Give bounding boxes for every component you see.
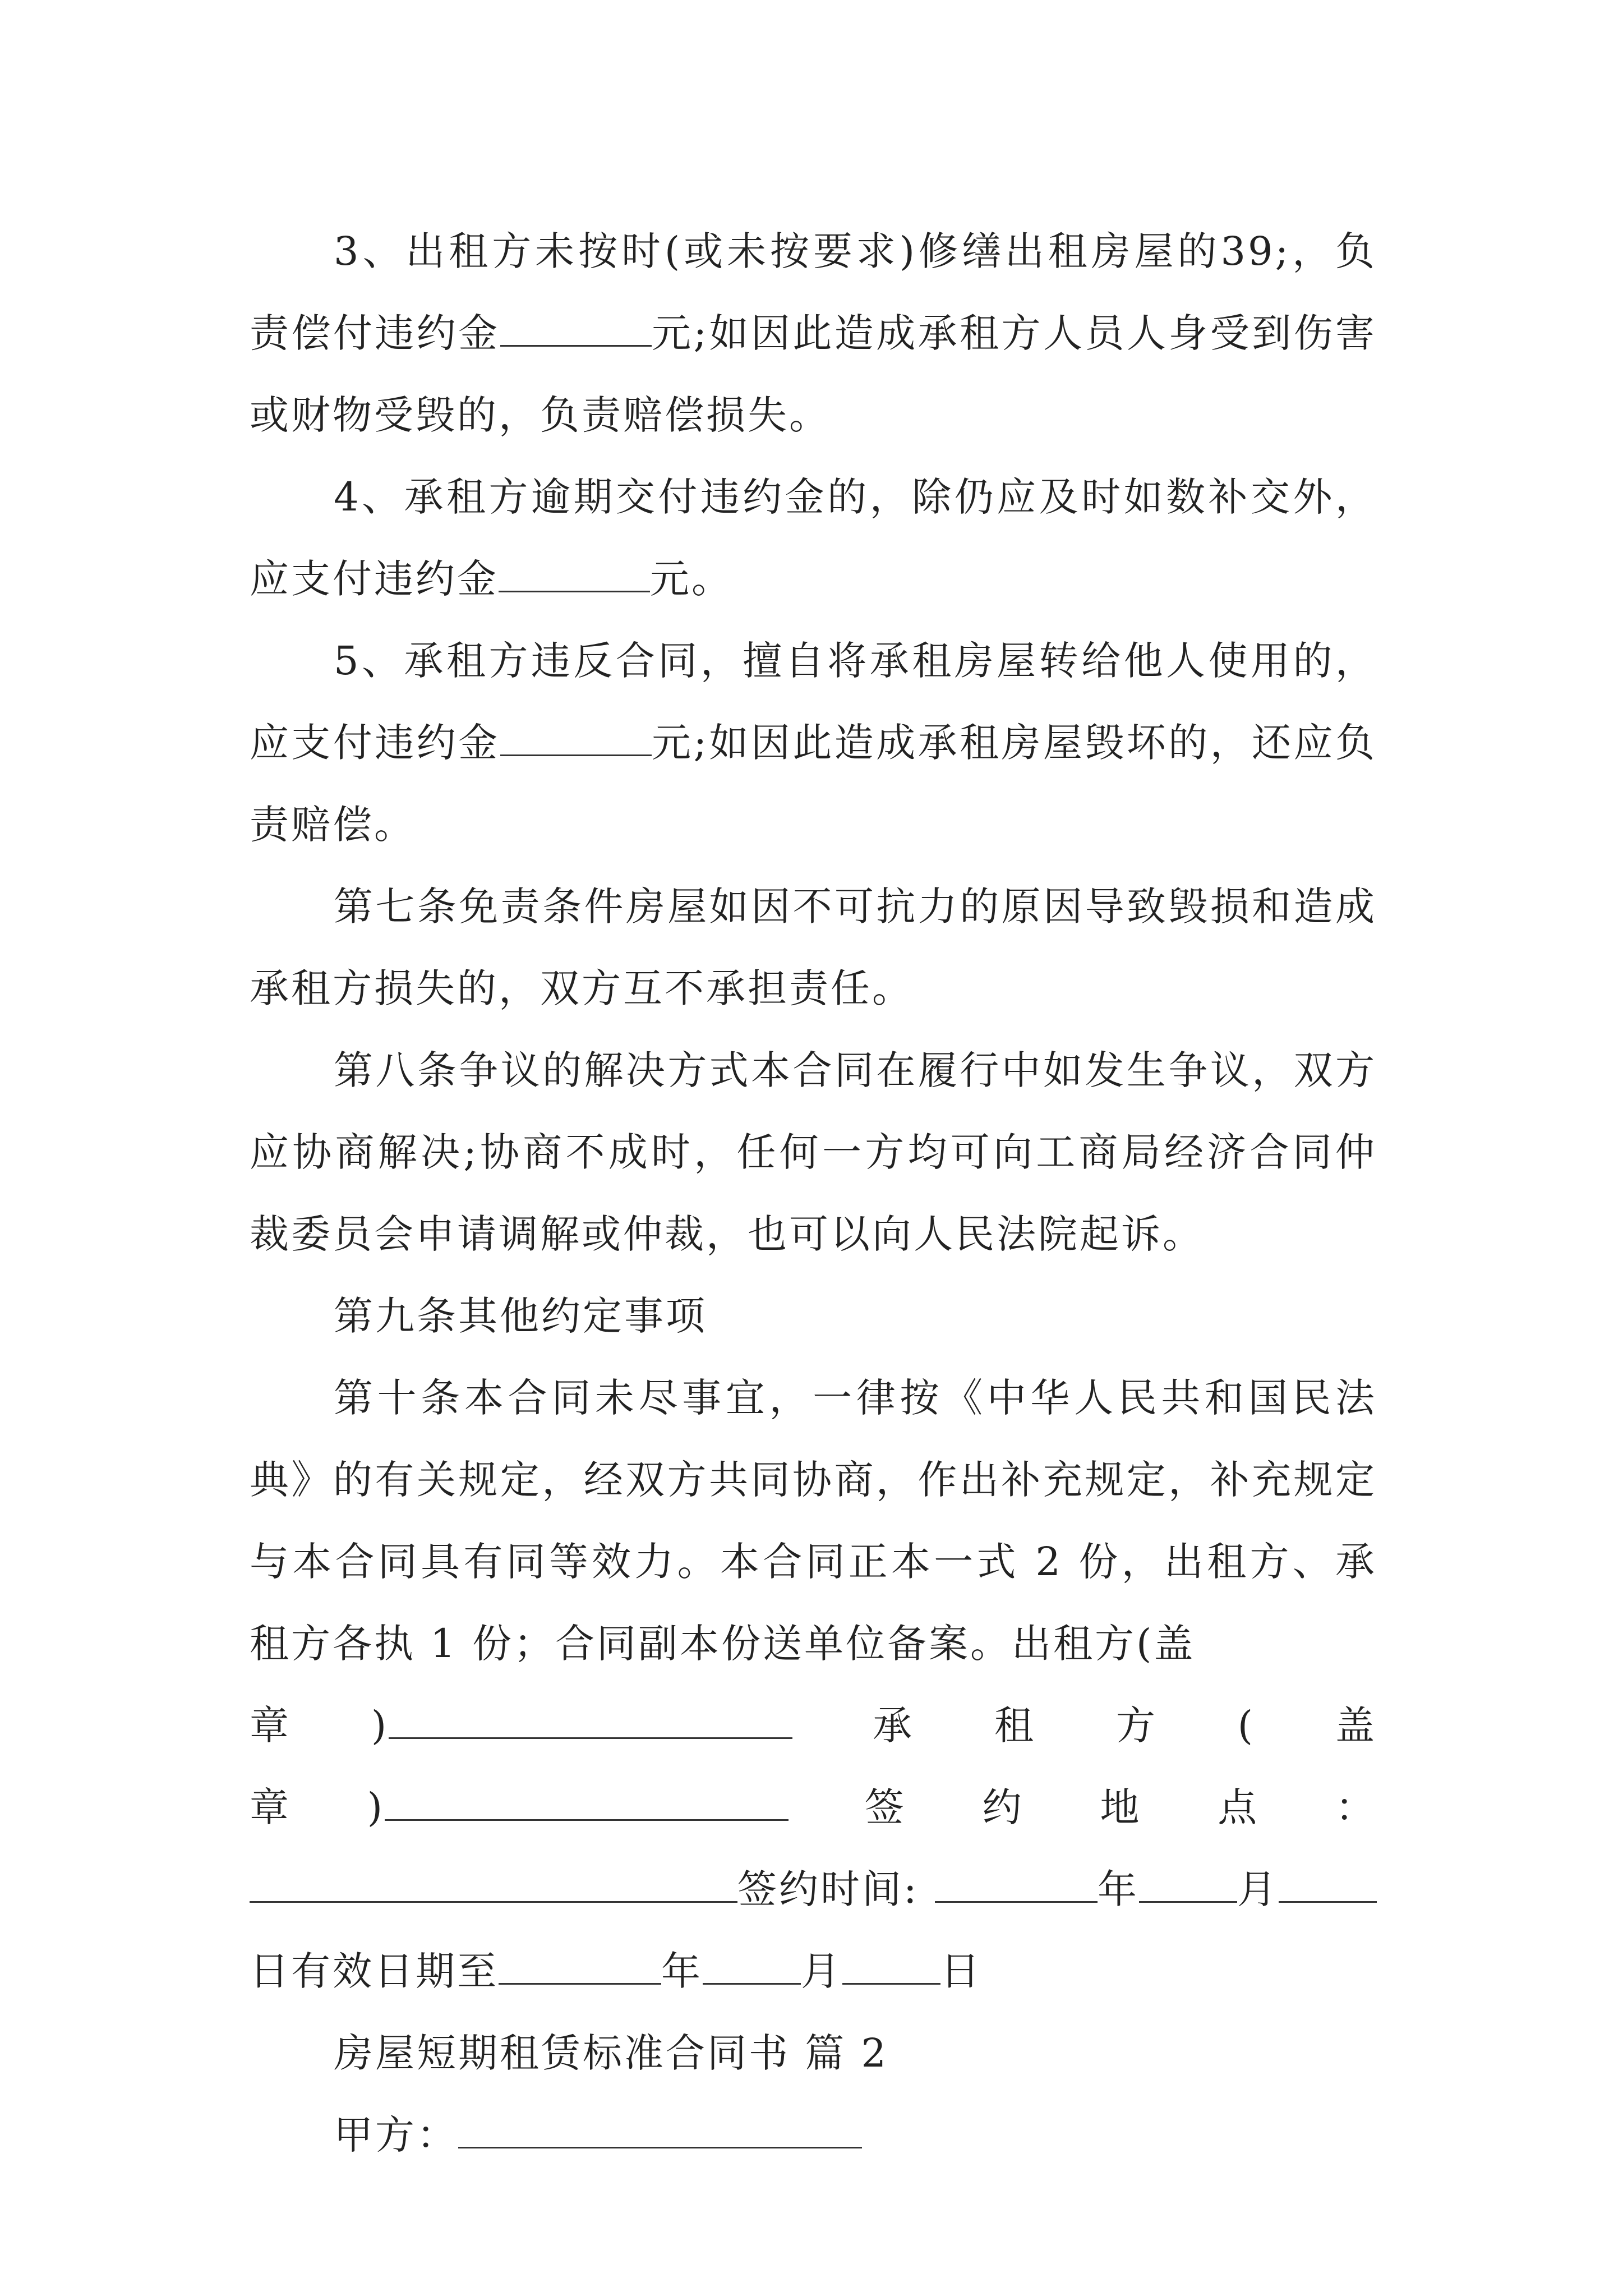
seal-char: 章: [250, 1703, 291, 1749]
party-a-label: 甲方：: [334, 2112, 458, 2158]
tenant-char-2: 租: [994, 1703, 1036, 1749]
tenant-char-5: 盖: [1335, 1703, 1377, 1749]
valid-day-label: 日: [940, 1948, 982, 1994]
party-a-line: [250, 2094, 1377, 2176]
paren-close: ): [367, 1784, 385, 1830]
party-a-blank: [458, 2113, 862, 2148]
tenant-char-1: 承: [873, 1703, 915, 1749]
validity-line: [250, 1930, 1377, 2012]
valid-month-label: 月: [801, 1948, 842, 1994]
clause-4-text-a: 4、承租方逾期交付违约金的，除仍应及时如数补交外，应支付违约金: [250, 474, 1377, 602]
article-7: 第七条免责条件房屋如因不可抗力的原因导致毁损和造成承租方损失的，双方互不承担责任。: [250, 884, 1377, 1011]
place-char-1: 签: [864, 1784, 906, 1830]
article-9: 第九条其他约定事项: [334, 1293, 707, 1339]
signing-time-line: [250, 1848, 1377, 1930]
clause-5: [250, 620, 1377, 866]
seal-char: 章: [250, 1784, 291, 1830]
clause-3-text-b: 元;如因此造成承租方人员人身受到伤害或财物受毁的，负责赔偿损失。: [250, 310, 1377, 438]
clause-3: [250, 210, 1377, 456]
tenant-char-4: (: [1237, 1703, 1256, 1749]
sign-time-label: 签约时间:: [737, 1866, 919, 1912]
month-label: 月: [1237, 1866, 1279, 1912]
signature-lessor-line: [250, 1685, 1377, 1766]
blank-line: [500, 311, 652, 347]
clause-4-text-b: 元。: [650, 556, 733, 602]
clause-5-text-b: 元;如因此造成承租房屋毁坏的，还应负责赔偿。: [250, 720, 1377, 848]
blank-line: [499, 557, 650, 592]
clause-3-text-a: 3、出租方未按时(或未按要求)修缮出租房屋的39;，负责偿付违约金: [250, 228, 1377, 356]
article-8: 第八条争议的解决方式本合同在履行中如发生争议，双方应协商解决;协商不成时，任何一方均可向工商局经济合同仲裁委员会申请调解或仲裁，也可以向人民法院起诉。: [250, 1047, 1377, 1257]
lessor-seal-blank: [389, 1704, 792, 1739]
paren-close: ): [371, 1703, 389, 1749]
place-blank: [250, 1867, 737, 1903]
place-char-3: 地: [1100, 1784, 1142, 1830]
place-char-2: 约: [982, 1784, 1024, 1830]
clause-4: [250, 456, 1377, 620]
signature-tenant-line: [250, 1766, 1377, 1848]
contract-body: [250, 210, 1377, 2176]
section-title: 房屋短期租赁标准合同书 篇 2: [334, 2030, 889, 2076]
validity-label: 日有效日期至: [250, 1948, 499, 1994]
place-char-5: ：: [1335, 1784, 1377, 1830]
tenant-char-3: 方: [1115, 1703, 1158, 1749]
article-10: 第十条本合同未尽事宜，一律按《中华人民共和国民法典》的有关规定，经双方共同协商，作出补充规定，补充规定与本合同具有同等效力。本合同正本一式 2 份，出租方、承租方各执 1 份；合同副本份送单位备案。出租方(盖: [250, 1375, 1377, 1667]
month-blank: [1139, 1867, 1237, 1903]
valid-year-blank: [499, 1949, 661, 1985]
valid-year-label: 年: [661, 1948, 703, 1994]
year-label: 年: [1098, 1866, 1139, 1912]
place-char-4: 点: [1218, 1784, 1260, 1830]
blank-line: [500, 721, 652, 756]
day-blank: [1279, 1867, 1377, 1903]
valid-month-blank: [703, 1949, 801, 1985]
valid-day-blank: [842, 1949, 940, 1985]
year-blank: [935, 1867, 1098, 1903]
clause-5-text-a: 5、承租方违反合同，擅自将承租房屋转给他人使用的，应支付违约金: [250, 638, 1377, 766]
tenant-seal-blank: [385, 1786, 789, 1821]
